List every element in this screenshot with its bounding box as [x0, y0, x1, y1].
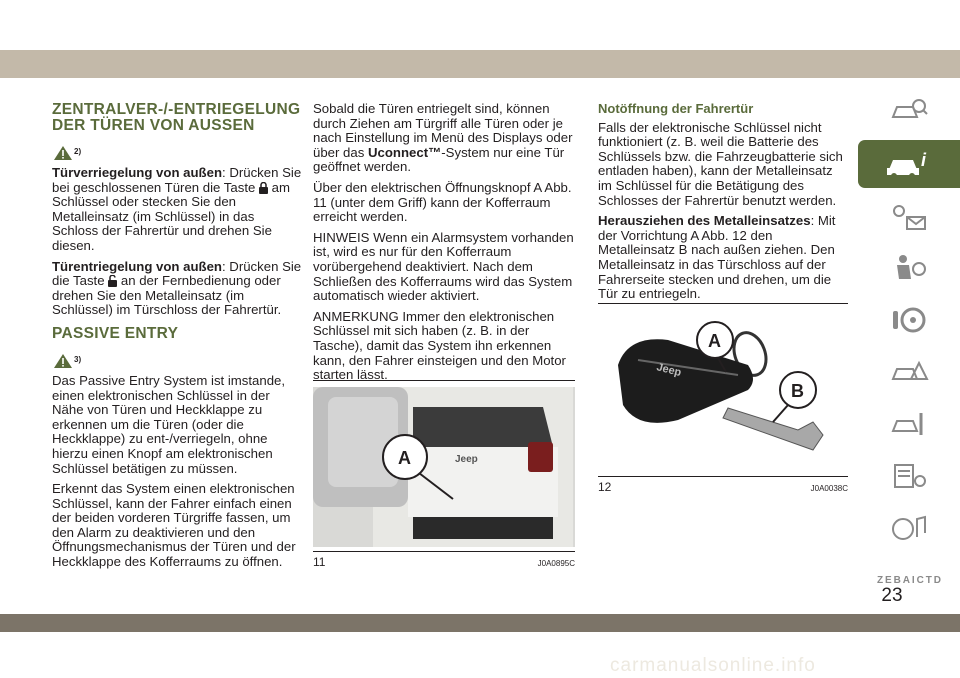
car-info-icon — [885, 148, 933, 180]
text-uconnect-b: -System nur eine Tür geöffnet werden. — [313, 144, 565, 175]
car-warning-icon — [889, 357, 929, 387]
section-heading-central-locking: ZENTRALVER-/-ENTRIEGELUNG DER TÜREN VON AUSSEN — [52, 101, 301, 134]
brand-badge: Jeep — [455, 454, 478, 465]
footer-band — [0, 632, 960, 678]
settings-list-icon — [889, 461, 929, 491]
index-letter: T — [925, 574, 932, 586]
header-band — [0, 0, 960, 50]
seat-airbag-icon — [889, 253, 929, 283]
tab-lights-messages[interactable] — [858, 192, 960, 240]
figure-11-image — [313, 387, 575, 547]
index-letter: Z — [876, 574, 884, 586]
term-unlock: Türentriegelung von außen — [52, 258, 222, 274]
index-letter: D — [933, 574, 942, 586]
tab-media[interactable] — [858, 504, 960, 552]
warning-reference — [54, 144, 302, 160]
figure-caption-rule — [598, 476, 848, 477]
footnote-ref: 2) — [74, 147, 82, 157]
term-lock: Türverriegelung von außen — [52, 165, 223, 180]
paragraph-uconnect — [313, 102, 575, 175]
paragraph-emergency: Falls der elektronische Schlüssel nicht funktioniert (z. B. weil die Batterie des Schlüssels bzw. die Fahrzeugbatterie sich entladen haben), kann der Metalleinsatz im Schlüssel für die Betätigung des Schlosses der Fahrertür benutzt werden. — [598, 119, 843, 208]
footer-bar — [0, 614, 960, 632]
tab-settings-list[interactable] — [858, 452, 960, 500]
paragraph-passive-1: Das Passive Entry System ist imstande, einen elektronischen Schlüssel in der Nähe von Türen und Heckklappe zu erkennen um die Türen (oder die Heckklappe) zu ent-/verriegeln, ohne hierzu einen Knopf am elektronischen Schlüssel betätigen zu müssen. — [52, 372, 286, 476]
header-bar — [0, 50, 960, 78]
chapter-sidebar — [858, 88, 960, 608]
key-fob-illustration — [598, 310, 848, 472]
warning-triangle-icon — [54, 354, 72, 368]
figure-11 — [313, 380, 575, 571]
paragraph-remark: ANMERKUNG Immer den elektronischen Schlüssel mit sich haben (z. B. in der Tasche), damit das System ihn erkennen kann, den Fahrer einsteigen und den Motor starten lässt. — [313, 308, 566, 383]
paragraph-lock — [52, 166, 302, 254]
right-column — [598, 102, 848, 308]
tab-car-info[interactable] — [858, 140, 960, 188]
svg-text:i: i — [921, 150, 927, 170]
watermark: carmanualsonline.info — [610, 655, 816, 676]
index-letter: I — [911, 574, 915, 586]
paragraph-trunk: Über den elektrischen Öffnungsknopf A Abb. 11 (unter dem Griff) kann der Kofferraum erreicht werden. — [313, 179, 572, 225]
brand-key: Jeep — [655, 361, 683, 379]
steering-wheel-icon — [889, 305, 929, 335]
figure-number: 11 — [313, 555, 326, 569]
lights-message-icon — [889, 201, 929, 231]
unlock-icon — [108, 275, 117, 287]
paragraph-note: HINWEIS Wenn ein Alarmsystem vorhanden ist, wird es nur für den Kofferraum vorübergehend deaktiviert. Nach dem Schließen des Kofferraums wird das System automatisch wieder aktiviert. — [313, 229, 574, 304]
text-unlock-b: an der Fernbedienung oder drehen Sie den Metalleinsatz (im Schlüssel) im Türschloss der Fahrertür. — [52, 273, 282, 318]
lock-icon — [259, 182, 268, 194]
term-extract: Herausziehen des Metalleinsatzes — [598, 213, 811, 229]
car-rear-illustration — [313, 387, 575, 547]
tab-seat-airbag[interactable] — [858, 244, 960, 292]
car-tools-icon — [889, 409, 929, 439]
page-number: 23 — [881, 585, 903, 606]
callout-b: B — [791, 381, 804, 401]
figure-code: J0A0895C — [537, 559, 575, 568]
index-letter: B — [893, 574, 901, 586]
figure-12 — [598, 303, 848, 494]
middle-column — [313, 102, 575, 389]
tab-car-warning[interactable] — [858, 348, 960, 396]
brand-uconnect: Uconnect™ — [368, 144, 442, 160]
tab-steering[interactable] — [858, 296, 960, 344]
section-heading-passive-entry: PASSIVE ENTRY — [52, 324, 179, 342]
text-unlock-a: : Drücken Sie die Taste — [52, 258, 302, 289]
text-uconnect-a: Sobald die Türen entriegelt sind, können durch Ziehen am Türgriff alle Türen oder je nach Einstellung im Menü des Displays oder über das — [313, 101, 573, 160]
index-letter: A — [902, 574, 910, 586]
warning-reference — [54, 352, 302, 368]
paragraph-extract — [598, 214, 848, 302]
paragraph-passive-2: Erkennt das System einen elektronischen Schlüssel, kann der Fahrer einfach einen der beiden vorderen Türgriffe fassen, um den Alarm zu deaktivieren und den Öffnungsmechanismus der Türen und der Heckklappe des Kofferraums zu öffnen. — [52, 481, 296, 570]
callout-a: A — [708, 331, 721, 351]
tab-car-search[interactable] — [858, 88, 960, 136]
text-lock-b: am Schlüssel oder stecken Sie den Metalleinsatz (im Schlüssel) in das Schloss der Fahrertür und drehen Sie diesen. — [52, 179, 290, 253]
callout-a: A — [398, 448, 411, 468]
figure-number: 12 — [598, 480, 612, 494]
index-letter: C — [916, 574, 924, 586]
figure-caption-rule — [313, 551, 575, 552]
media-music-icon — [889, 513, 929, 543]
text-extract: : Mit der Vorrichtung A Abb. 12 den Metalleinsatz B nach außen ziehen. Den Metalleinsatz in das Türschloss auf der Fahrerseite stecken und drehen, um die Tür zu entriegeln. — [598, 213, 836, 302]
car-search-icon — [889, 97, 929, 127]
warning-triangle-icon — [54, 146, 72, 160]
heading-emergency-opening: Notöffnung der Fahrertür — [598, 101, 754, 116]
tab-car-tools[interactable] — [858, 400, 960, 448]
text-lock-a: : Drücken Sie bei geschlossenen Türen die Taste — [52, 165, 302, 195]
figure-12-image — [598, 310, 848, 472]
figure-code: J0A0038C — [810, 484, 848, 493]
paragraph-unlock — [52, 260, 302, 318]
footnote-ref: 3) — [74, 355, 82, 365]
left-column — [52, 102, 302, 576]
index-letter: E — [884, 574, 892, 586]
